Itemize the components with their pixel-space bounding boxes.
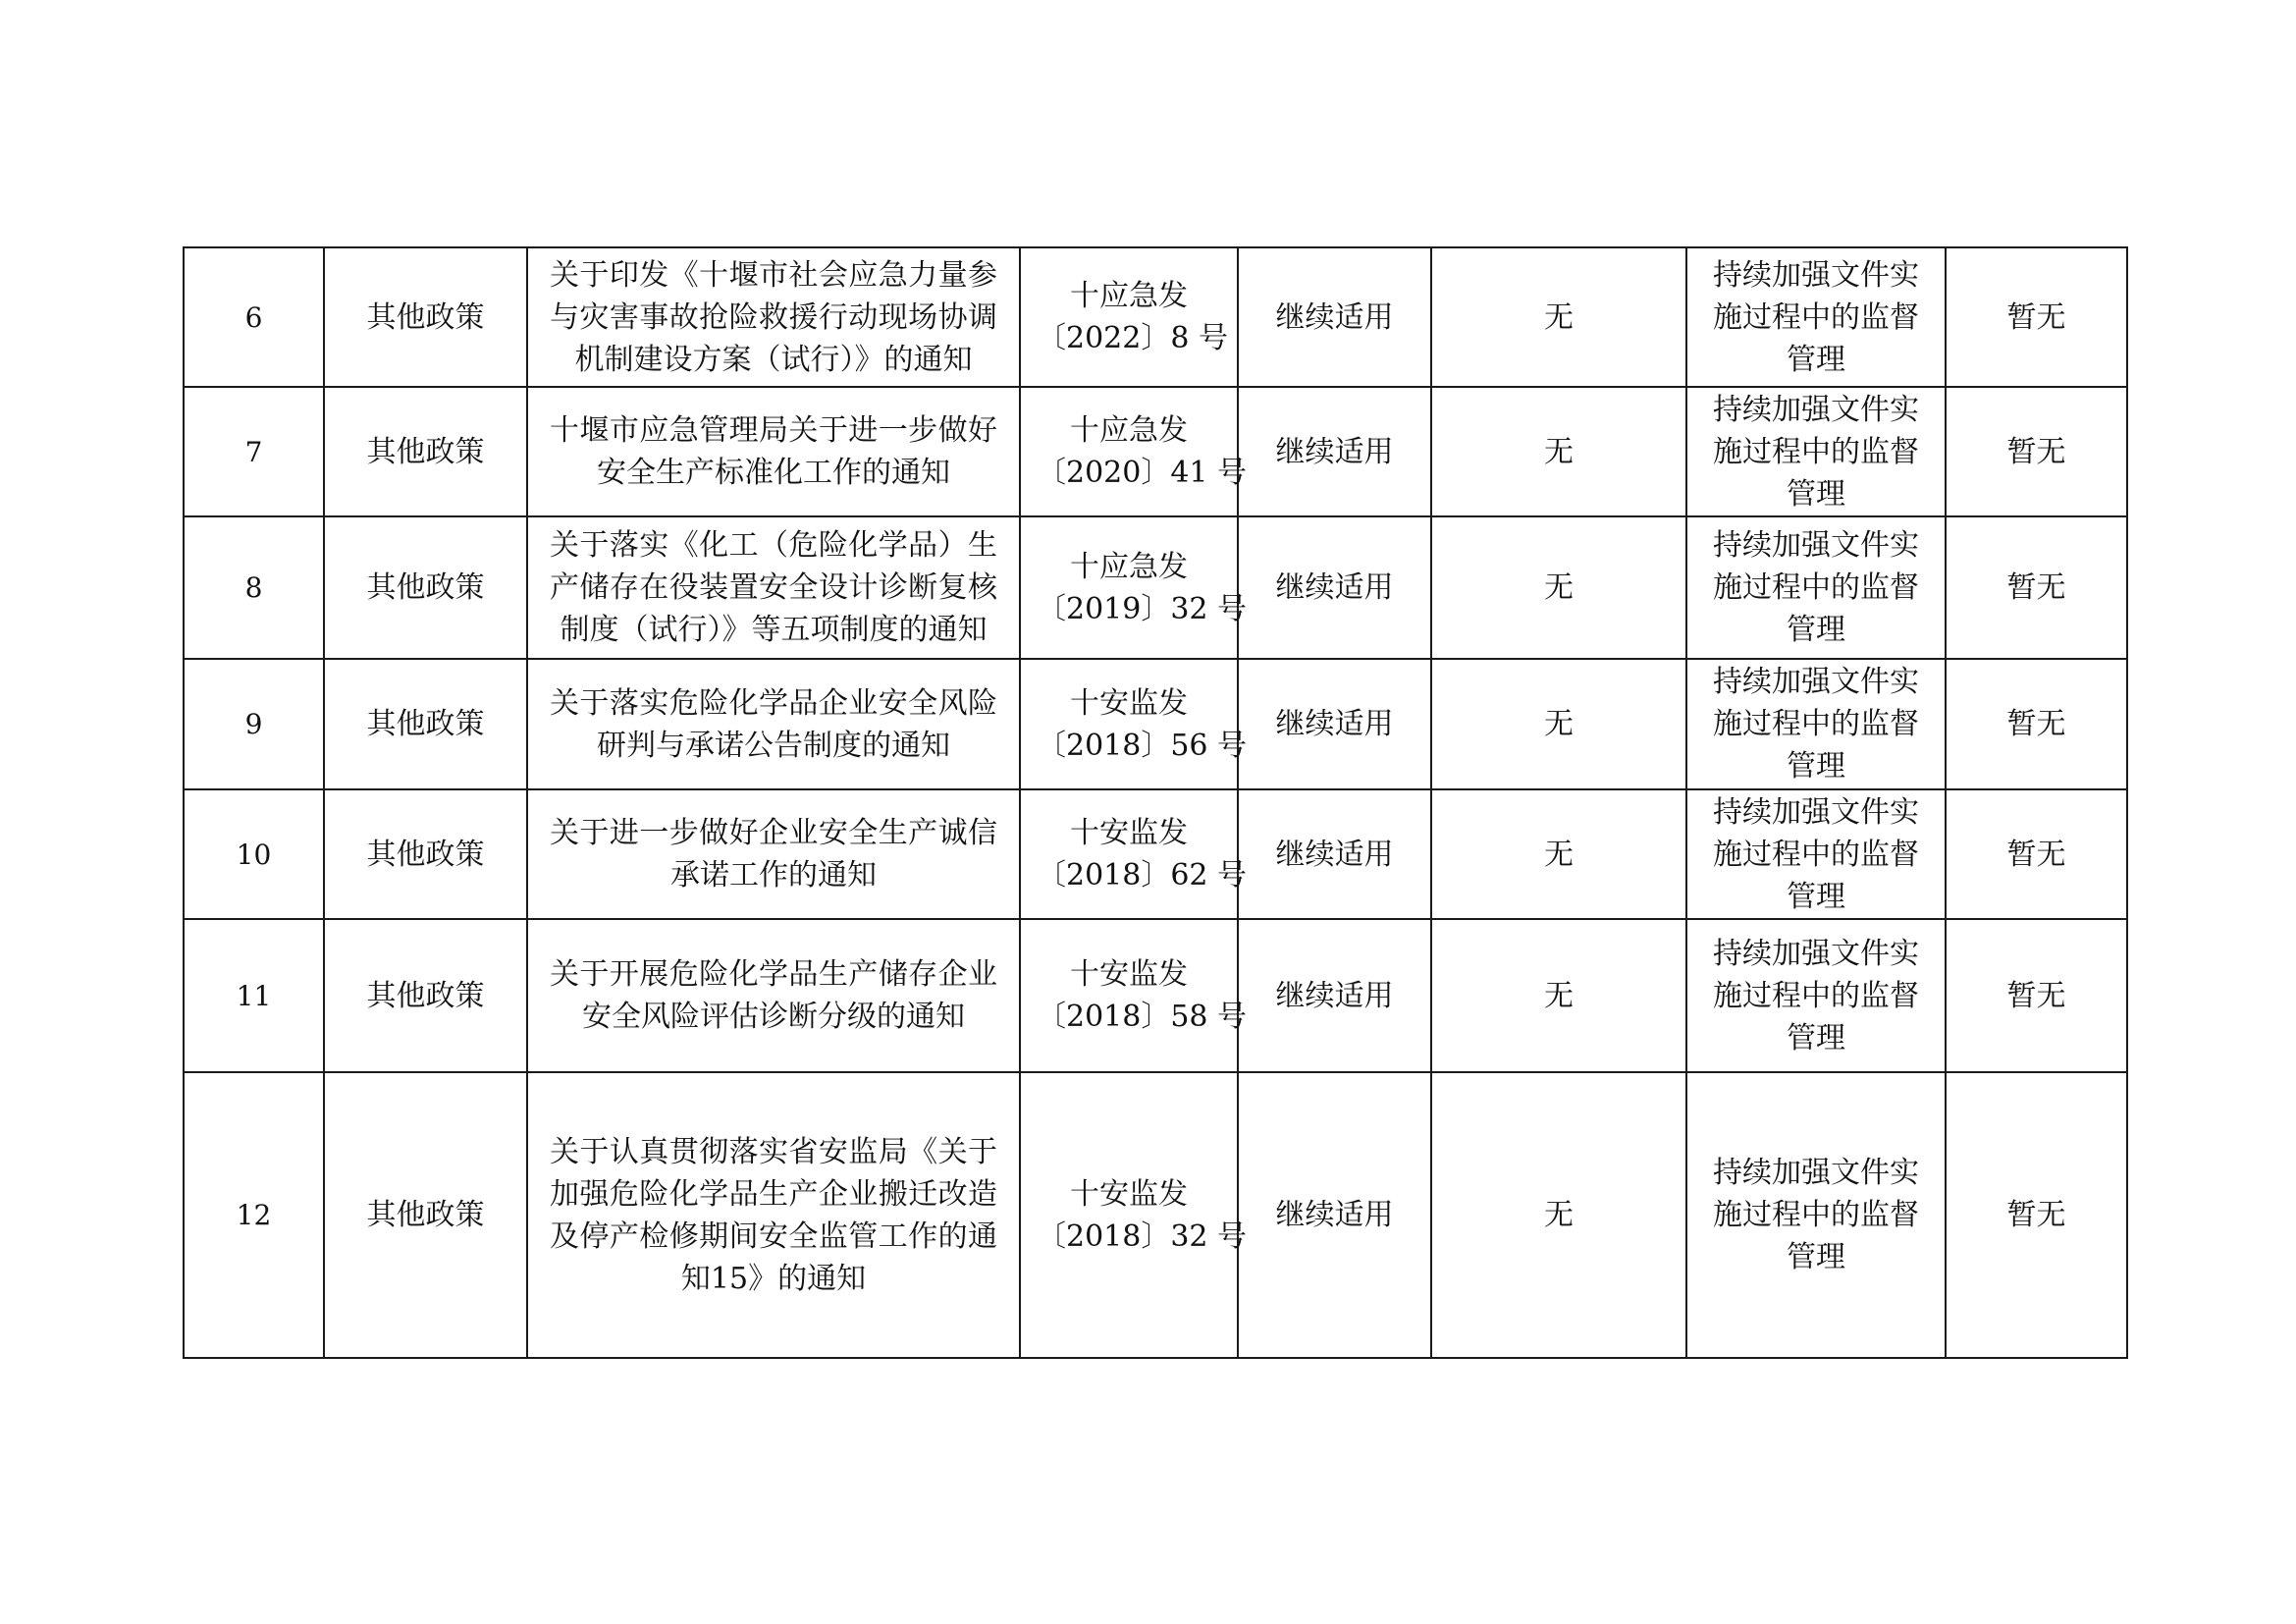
follow-up-measure: 持续加强文件实施过程中的监督管理 [1686,919,1946,1072]
follow-up-measure: 持续加强文件实施过程中的监督管理 [1686,247,1946,387]
document-name: 关于认真贯彻落实省安监局《关于加强危险化学品生产企业搬迁改造及停产检修期间安全监管工作的通知15》的通知 [527,1072,1020,1358]
review-status: 继续适用 [1238,516,1431,659]
document-name: 关于开展危险化学品生产储存企业安全风险评估诊断分级的通知 [527,919,1020,1072]
policy-category: 其他政策 [324,387,527,516]
review-status: 继续适用 [1238,1072,1431,1358]
review-reason: 无 [1431,516,1686,659]
document-number [1020,789,1248,919]
follow-up-measure: 持续加强文件实施过程中的监督管理 [1686,659,1946,789]
document-name: 关于进一步做好企业安全生产诚信承诺工作的通知 [527,789,1020,919]
row-number: 12 [184,1072,324,1358]
document-serial: 〔2020〕41 号 [1037,456,1248,490]
row-number: 6 [184,247,324,387]
follow-up-measure: 持续加强文件实施过程中的监督管理 [1686,789,1946,919]
policy-category: 其他政策 [324,789,527,919]
document-issuer: 十安监发 [1070,685,1188,721]
review-reason: 无 [1431,659,1686,789]
remark: 暂无 [1946,919,2127,1072]
policy-category: 其他政策 [324,247,527,387]
document-name: 关于印发《十堰市社会应急力量参与灾害事故抢险救援行动现场协调机制建设方案（试行）》的通知 [527,247,1020,387]
document-issuer: 十安监发 [1070,957,1188,992]
document-name: 关于落实《化工（危险化学品）生产储存在役装置安全设计诊断复核制度（试行）》等五项制度的通知 [527,516,1020,659]
remark: 暂无 [1946,659,2127,789]
follow-up-measure: 持续加强文件实施过程中的监督管理 [1686,1072,1946,1358]
row-number: 8 [184,516,324,659]
table-row [184,659,2127,789]
document-issuer: 十安监发 [1070,1176,1188,1212]
document-issuer: 十应急发 [1070,413,1188,448]
remark: 暂无 [1946,516,2127,659]
document-number [1020,516,1248,659]
document-name: 十堰市应急管理局关于进一步做好安全生产标准化工作的通知 [527,387,1020,516]
document-serial: 〔2018〕32 号 [1037,1218,1248,1254]
review-status: 继续适用 [1238,659,1431,789]
row-number: 10 [184,789,324,919]
document-number [1020,247,1238,387]
policy-table [183,246,2128,1359]
policy-category: 其他政策 [324,1072,527,1358]
review-status: 继续适用 [1238,789,1431,919]
row-number: 9 [184,659,324,789]
document-issuer: 十应急发 [1070,279,1188,313]
document-number [1020,387,1248,516]
document-serial: 〔2018〕58 号 [1037,1000,1248,1034]
document-serial: 〔2018〕62 号 [1037,858,1248,893]
policy-category: 其他政策 [324,659,527,789]
review-reason: 无 [1431,1072,1686,1358]
table-row [184,247,2127,387]
document-number [1020,919,1248,1072]
row-number: 11 [184,919,324,1072]
table-row [184,789,2127,919]
review-reason: 无 [1431,919,1686,1072]
document-serial: 〔2018〕56 号 [1037,728,1248,763]
table-row [184,387,2127,516]
review-status: 继续适用 [1238,387,1431,516]
document-serial: 〔2019〕32 号 [1037,591,1248,626]
policy-category: 其他政策 [324,516,527,659]
remark: 暂无 [1946,247,2127,387]
review-reason: 无 [1431,789,1686,919]
review-status: 继续适用 [1238,247,1431,387]
document-name: 关于落实危险化学品企业安全风险研判与承诺公告制度的通知 [527,659,1020,789]
document-issuer: 十安监发 [1070,816,1188,850]
follow-up-measure: 持续加强文件实施过程中的监督管理 [1686,516,1946,659]
review-reason: 无 [1431,387,1686,516]
review-reason: 无 [1431,247,1686,387]
document-issuer: 十应急发 [1070,549,1188,584]
row-number: 7 [184,387,324,516]
review-status: 继续适用 [1238,919,1431,1072]
remark: 暂无 [1946,1072,2127,1358]
document-number [1020,659,1248,789]
remark: 暂无 [1946,387,2127,516]
document-serial: 〔2022〕8 号 [1037,321,1228,355]
remark: 暂无 [1946,789,2127,919]
table-row [184,516,2127,659]
policy-category: 其他政策 [324,919,527,1072]
follow-up-measure: 持续加强文件实施过程中的监督管理 [1686,387,1946,516]
document-number [1020,1072,1248,1358]
table-row [184,1072,2127,1358]
table-row [184,919,2127,1072]
